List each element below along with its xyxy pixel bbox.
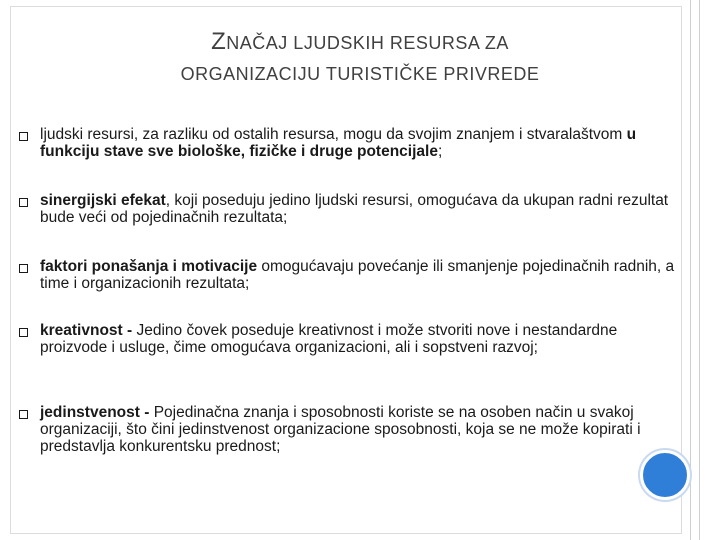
title-line-2-text: ORGANIZACIJU TURISTIČKE PRIVREDE [180, 64, 540, 84]
title-line-1-text: NAČAJ LJUDSKIH RESURSA ZA [226, 33, 509, 53]
bullet-item-jedinstvenost [18, 404, 678, 455]
title-line-1 [60, 28, 660, 56]
bullet-lead: faktori ponašanja i motivacije [40, 258, 258, 275]
blue-circle-decoration [640, 450, 690, 500]
square-bullet-icon [18, 407, 29, 418]
square-bullet-icon [18, 195, 29, 206]
bullet-lead: kreativnost - [40, 322, 137, 339]
square-bullet-icon [18, 261, 29, 272]
bullet-lead: sinergijski efekat [40, 192, 166, 209]
bullet-item-kreativnost [18, 322, 678, 356]
bullet-lead: jedinstvenost - [40, 404, 154, 421]
bullet-text: ljudski resursi, za razliku od ostalih resursa, mogu da svojim znanjem i stvaralaštvom [40, 126, 627, 143]
square-bullet-icon [18, 325, 29, 336]
bullet-bold: u funkciju stave sve biološke, fizičke i druge potencijale [40, 126, 637, 160]
bullet-text: , koji poseduju jedino ljudski resursi, omogućava da ukupan radni rezultat bude veći od pojedinačnih rezultata; [40, 192, 669, 226]
bullet-text: omogućavaju povećanje ili smanjenje pojedinačnih radnih, a time i organizacionih rezultata; [40, 258, 675, 292]
bullet-item-ljudski-resursi [18, 126, 678, 160]
bullet-text: Jedino čovek poseduje kreativnost i može stvoriti nove i nestandardne proizvode i usluge, čime omogućava organizacioni, ali i sopstveni razvoj; [40, 322, 618, 356]
right-border-strip [690, 0, 700, 540]
bullet-tail: ; [437, 143, 443, 160]
bullet-item-sinergijski-efekat [18, 192, 678, 226]
bullet-item-faktori-ponasanja [18, 258, 678, 292]
bullet-text: Pojedinačna znanja i sposobnosti koriste se na osoben način u svakoj organizaciji, što čini jedinstvenost organizacione sposobnosti, koja se ne može kopirati i predstavlja konkurentsku prednost; [40, 404, 641, 455]
title-line-2 [60, 64, 660, 85]
square-bullet-icon [18, 129, 29, 140]
title-initial: Z [211, 28, 227, 55]
